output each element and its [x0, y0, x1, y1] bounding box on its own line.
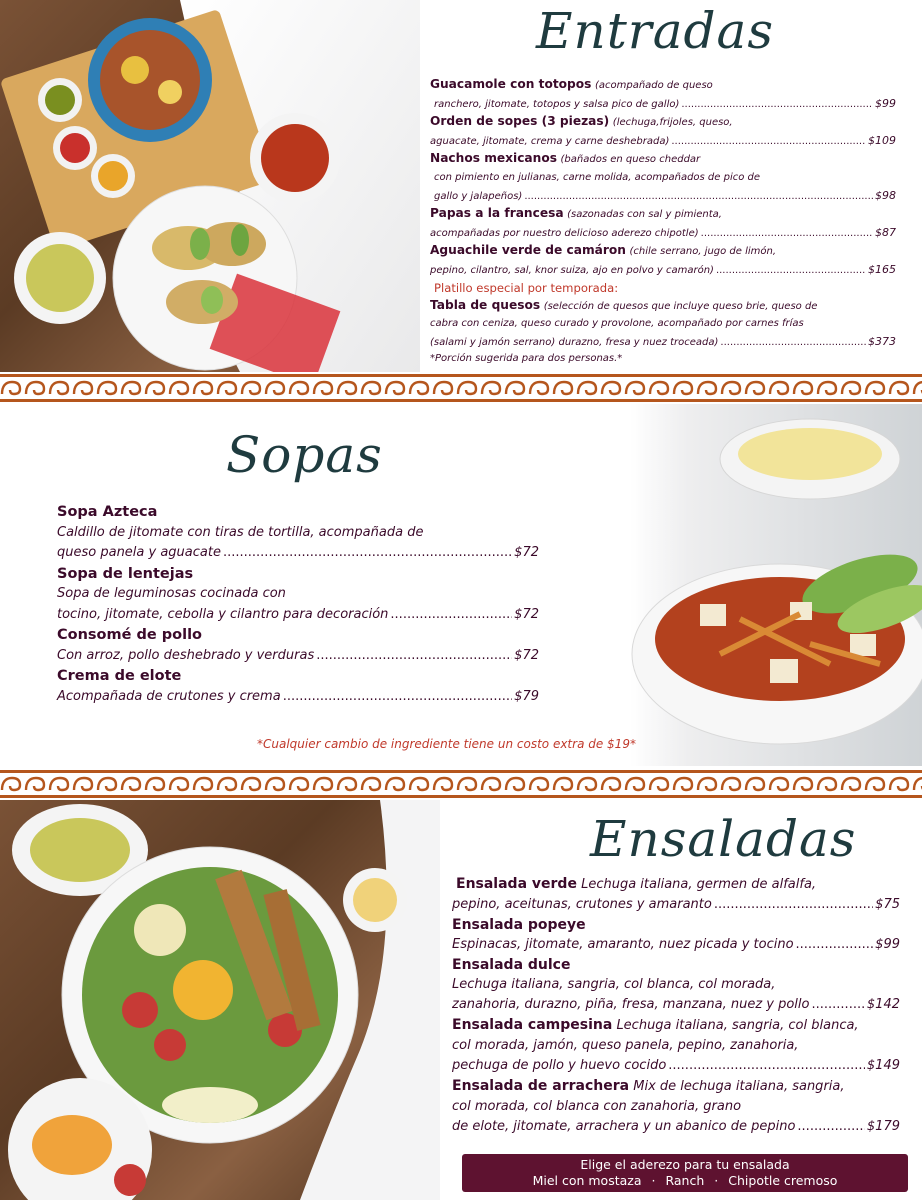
- sopas-menu: [57, 502, 539, 707]
- menu-item: [57, 666, 539, 707]
- item-name: Sopa de lentejas: [57, 565, 194, 582]
- item-price: $99: [875, 96, 896, 110]
- menu-item: [430, 76, 896, 113]
- item-desc: Caldillo de jitomate con tiras de tortilla, acompañada de: [57, 524, 424, 540]
- item-name: Papas a la francesa: [430, 206, 564, 221]
- item-desc: aguacate, jitomate, crema y carne deshebrada): [430, 135, 670, 147]
- item-desc: ranchero, jitomate, totopos y salsa pico de gallo): [434, 98, 680, 110]
- menu-item: [57, 564, 539, 626]
- item-name: Nachos mexicanos: [430, 151, 557, 166]
- item-desc: Lechuga italiana, germen de alfalfa,: [581, 877, 817, 892]
- item-price: $72: [514, 606, 539, 622]
- item-name: Consomé de pollo: [57, 627, 203, 643]
- greca-divider: [0, 768, 922, 800]
- item-desc: zanahoria, durazno, piña, fresa, manzana, nuez y pollo: [452, 997, 810, 1012]
- item-price: $72: [514, 647, 539, 663]
- item-price: $373: [868, 334, 896, 348]
- ingredient-change-note: *Cualquier cambio de ingrediente tiene un costo extra de $19*: [257, 737, 636, 751]
- menu-item-special: [430, 297, 896, 352]
- item-desc: queso panela y aguacate: [57, 545, 221, 560]
- item-price: $87: [875, 225, 896, 239]
- item-desc: (selección de quesos que incluye queso brie, queso de: [543, 300, 818, 312]
- ensaladas-title: Ensaladas: [590, 810, 857, 868]
- item-name: Tabla de quesos: [430, 297, 541, 312]
- entradas-food-illustration: [0, 0, 420, 372]
- greca-pattern: [0, 774, 922, 794]
- item-desc: col morada, jamón, queso panela, pepino, zanahoria,: [452, 1038, 799, 1053]
- menu-item: [430, 242, 896, 279]
- item-desc: (acompañado de queso: [594, 80, 713, 91]
- item-desc: Lechuga italiana, sangria, col blanca, col morada,: [452, 977, 776, 992]
- ensaladas-photo: [0, 800, 440, 1200]
- ensaladas-menu: [452, 874, 900, 1137]
- item-desc: tocino, jitomate, cebolla y cilantro para decoración: [57, 606, 389, 622]
- item-desc: gallo y jalapeños): [434, 190, 523, 202]
- item-name: Aguachile verde de camáron: [430, 243, 626, 258]
- item-name: Ensalada popeye: [452, 917, 586, 933]
- sopas-photo: [630, 404, 922, 766]
- item-desc: col morada, col blanca con zanahoria, grano: [452, 1099, 742, 1114]
- item-name: Sopa Azteca: [57, 504, 158, 520]
- special-label: Platillo especial por temporada:: [434, 280, 619, 295]
- item-desc: Acompañada de crutones y crema: [57, 688, 281, 704]
- item-desc: pepino, aceitunas, crutones y amaranto: [452, 897, 712, 912]
- dressing-options: [462, 1173, 908, 1189]
- item-desc: con pimiento en julianas, carne molida, acompañados de pico de: [434, 171, 761, 183]
- greca-divider: [0, 372, 922, 404]
- dressing-option: Chipotle cremoso: [728, 1173, 838, 1188]
- entradas-photo: [0, 0, 420, 372]
- dressing-option: Ranch: [665, 1173, 705, 1188]
- item-price: $79: [514, 688, 539, 704]
- item-name: Ensalada dulce: [452, 957, 571, 973]
- menu-item: [430, 113, 896, 150]
- dressing-separator: ·: [651, 1173, 656, 1188]
- item-price: $109: [868, 133, 896, 147]
- item-desc: (chile serrano, jugo de limón,: [629, 246, 777, 258]
- menu-item: [430, 205, 896, 242]
- menu-item: [57, 502, 539, 564]
- item-price: $142: [866, 997, 900, 1012]
- menu-item: [452, 874, 900, 915]
- menu-item: [430, 150, 896, 205]
- item-desc: Mix de lechuga italiana, sangria,: [633, 1079, 845, 1094]
- item-desc: Con arroz, pollo deshebrado y verduras: [57, 647, 315, 663]
- item-price: $149: [866, 1058, 900, 1073]
- item-price: $165: [868, 262, 896, 276]
- item-price: $99: [875, 937, 900, 952]
- item-price: $98: [875, 188, 896, 202]
- item-name: Orden de sopes (3 piezas): [430, 114, 610, 129]
- item-desc: acompañadas por nuestro delicioso aderezo chipotle): [430, 227, 699, 239]
- item-name: Guacamole con totopos: [430, 77, 592, 91]
- sopas-title: Sopas: [226, 426, 383, 484]
- item-desc: pepino, cilantro, sal, knor suiza, ajo en polvo y camarón): [430, 264, 714, 276]
- dressing-banner: [462, 1154, 908, 1192]
- section-sopas: [0, 404, 922, 766]
- dressing-title: Elige el aderezo para tu ensalada: [580, 1157, 790, 1172]
- entradas-menu: [430, 76, 896, 366]
- item-desc: (sazonadas con sal y pimienta,: [567, 209, 722, 221]
- item-name: Ensalada de arrachera: [452, 1078, 630, 1094]
- item-desc: Lechuga italiana, sangria, col blanca,: [616, 1018, 859, 1033]
- menu-item: [452, 1076, 900, 1137]
- dressing-option: Miel con mostaza: [532, 1173, 642, 1188]
- menu-item: [57, 625, 539, 666]
- item-name: Ensalada campesina: [452, 1017, 613, 1033]
- portion-note: *Porción sugerida para dos personas.*: [430, 353, 623, 365]
- menu-item: [452, 955, 900, 1015]
- item-name: Crema de elote: [57, 668, 182, 684]
- section-entradas: [0, 0, 922, 372]
- item-price: $179: [866, 1119, 900, 1134]
- item-desc: (lechuga,frijoles, queso,: [612, 117, 733, 129]
- item-desc: cabra con ceniza, queso curado y provolone, acompañado por carnes frías: [430, 318, 804, 330]
- item-name: Ensalada verde: [456, 876, 577, 892]
- item-desc: de elote, jitomate, arrachera y un abanico de pepino: [452, 1119, 796, 1134]
- item-price: $72: [514, 545, 539, 560]
- item-desc: pechuga de pollo y huevo cocido: [452, 1058, 667, 1073]
- item-price: $75: [875, 897, 900, 912]
- ensaladas-food-illustration: [0, 800, 440, 1200]
- item-desc: Espinacas, jitomate, amaranto, nuez picada y tocino: [452, 937, 794, 952]
- item-desc: Sopa de leguminosas cocinada con: [57, 586, 286, 601]
- entradas-title: Entradas: [536, 2, 774, 60]
- greca-pattern: [0, 378, 922, 398]
- menu-item: [452, 915, 900, 955]
- section-ensaladas: [0, 800, 922, 1200]
- item-desc: (salami y jamón serrano) durazno, fresa y nuez troceada): [430, 336, 719, 348]
- menu-item: [452, 1015, 900, 1076]
- dressing-separator: ·: [714, 1173, 719, 1188]
- sopas-food-illustration: [630, 404, 922, 766]
- item-desc: (bañados en queso cheddar: [560, 154, 701, 166]
